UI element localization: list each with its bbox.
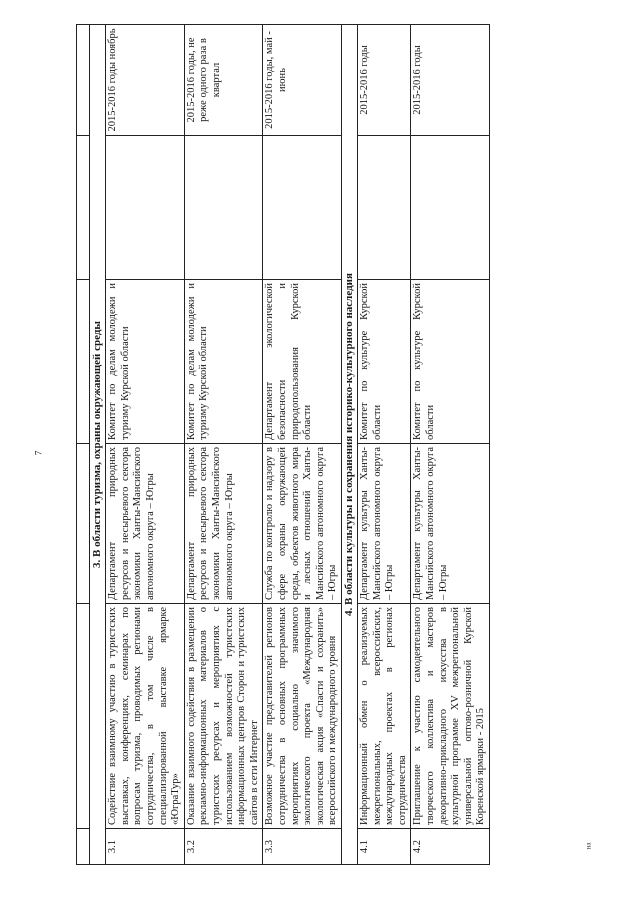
top-cell (77, 280, 90, 444)
table-row (411, 25, 490, 865)
kursk-responsible-cell: Комитет по культуре Курской области (411, 280, 490, 444)
empty-cell (358, 136, 411, 280)
activity-cell: Содействие взаимному участию в туристских выставках, конференциях, семинарах по вопросам туризма, проводимых регионами сотрудничества, в том числе в специализированной выставке ярмарке «ЮграТур» (106, 604, 185, 829)
row-number: 4.2 (411, 829, 490, 865)
empty-cell (263, 136, 342, 280)
empty-cell (184, 136, 263, 280)
section-header-row (341, 25, 357, 865)
row-number: 3.2 (184, 829, 263, 865)
top-cell (77, 829, 90, 865)
row-number: 3.1 (106, 829, 185, 865)
date-cell: 2015-2016 годы (358, 25, 411, 136)
yugra-responsible-cell: Департамент природных ресурсов и несырьевого сектора экономики Ханты-Мансийского автономного округа – Югры (106, 444, 185, 604)
top-cell (77, 604, 90, 829)
section-header-row (90, 25, 106, 865)
row-number: 4.1 (358, 829, 411, 865)
date-cell: 2015-2016 годы, не реже одного раза в квартал (184, 25, 263, 136)
date-cell: 2015-2016 годы ноябрь (106, 25, 185, 136)
section-title: 4. В области культуры и сохранения историко-культурного наследия (341, 25, 357, 865)
table-row (106, 25, 185, 865)
activity-cell: Оказание взаимного содействия в размещении рекламно-информационных материалов о туристских ресурсах и мероприятиях с использованием возможностей туристских информационных центров Сторон и туристских сайтов в сети Интернет (184, 604, 263, 829)
date-cell: 2015-2016 годы, май - июнь (263, 25, 342, 136)
activity-cell: Информационный обмен о реализуемых межрегиональных, всероссийских, международных проектах в регионах сотрудничества (358, 604, 411, 829)
top-cell (77, 444, 90, 604)
section-title: 3. В области туризма, охраны окружающей среды (90, 25, 106, 865)
kursk-responsible-cell: Департамент экологической безопасности и природопользования Курской области (263, 280, 342, 444)
kursk-responsible-cell: Комитет по делам молодежи и туризму Курской области (184, 280, 263, 444)
empty-cell (106, 136, 185, 280)
yugra-responsible-cell: Департамент культуры Ханты-Мансийского автономного округа – Югры (358, 444, 411, 604)
top-cell (77, 136, 90, 280)
yugra-responsible-cell: Служба по контролю и надзору в сфере охраны окружающей среды, объектов животного мира и лесных отношений Ханты-Мансийского автономного округа – Югры (263, 444, 342, 604)
plan-table (76, 24, 490, 865)
empty-cell (411, 136, 490, 280)
rotated-table-wrapper (76, 25, 487, 865)
activity-cell: Возможное участие представителей регионов сотрудничества в основных программных мероприятиях социально значимого экологического проекта «Международная экологическая акция «Спасти и сохранить» всероссийского и международного уровня (263, 604, 342, 829)
date-cell: 2015-2016 годы (411, 25, 490, 136)
table-row (358, 25, 411, 865)
row-number: 3.3 (263, 829, 342, 865)
kursk-responsible-cell: Комитет по делам молодежи и туризму Курской области (106, 280, 185, 444)
yugra-responsible-cell: Департамент природных ресурсов и несырьевого сектора экономики Ханты-Мансийского автономного округа – Югры (184, 444, 263, 604)
corner-mark: на (584, 842, 593, 850)
table-top-row (77, 25, 90, 865)
table-row (263, 25, 342, 865)
page-number: 7 (33, 450, 44, 456)
kursk-responsible-cell: Комитет по культуре Курской области (358, 280, 411, 444)
top-cell (77, 25, 90, 136)
yugra-responsible-cell: Департамент культуры Ханты-Мансийского автономного округа – Югры (411, 444, 490, 604)
table-row (184, 25, 263, 865)
activity-cell: Приглашение к участию самодеятельного творческого коллектива и мастеров декоративно-прикладного искусства в культурной программе XV межрегиональной универсальной оптово-розничной Курской Коренской ярмарки - 2015 (411, 604, 490, 829)
